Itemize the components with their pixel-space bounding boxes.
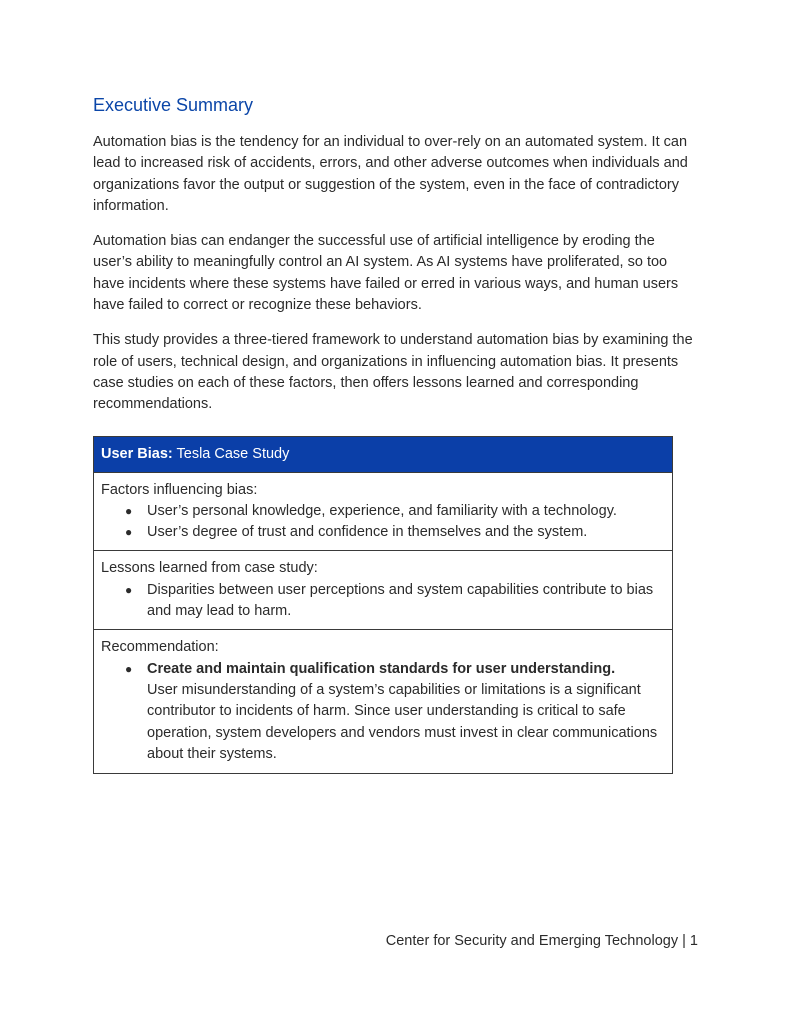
list-item — [101, 659, 665, 765]
paragraph-ai-risk: Automation bias can endanger the successful use of artificial intelligence by eroding the user’s ability to meaningfully control an AI system. As AI systems have proliferated, so too have incidents where these systems have failed or erred in various ways, and human users have failed to correct or recognize these behaviors. — [93, 233, 679, 314]
paragraph-study-overview: This study provides a three-tiered framework to understand automation bias by examining the role of users, technical design, and organizations in influencing automation bias. It presents case studies on each of these factors, then offers lessons learned and corresponding recommendations. — [93, 332, 693, 413]
footer-org: Center for Security and Emerging Technology — [385, 933, 679, 949]
lessons-label: Lessons learned from case study: — [101, 560, 318, 577]
page-content — [93, 92, 693, 774]
lessons-list — [101, 580, 665, 623]
case-study-title: Tesla Case Study — [176, 445, 290, 462]
list-item — [101, 522, 665, 543]
page-number: 1 — [689, 933, 698, 949]
paragraph-definition: Automation bias is the tendency for an individual to over-rely on an automated system. It can lead to increased risk of accidents, errors, and other adverse outcomes when individuals and organizations favor the output or suggestion of the system, even in the face of contradictory information. — [93, 134, 688, 214]
case-study-header — [94, 437, 672, 473]
factor-text: User’s degree of trust and confidence in themselves and the system. — [147, 524, 588, 541]
page-footer — [386, 931, 698, 952]
list-item — [101, 580, 665, 623]
bullet-icon: ● — [125, 503, 133, 518]
section-heading: Executive Summary — [93, 95, 254, 115]
list-item — [101, 501, 665, 522]
footer-separator: | — [682, 933, 686, 949]
bullet-icon: ● — [125, 661, 133, 676]
lessons-section — [94, 551, 672, 630]
factors-section — [94, 473, 672, 552]
recommendation-section — [94, 630, 672, 773]
recommendation-text: User misunderstanding of a system’s capabilities or limitations is a significant contributor to incidents of harm. Since user understanding is critical to safe operation, system developers and vendors must invest in clear communications about their systems. — [147, 681, 658, 762]
factor-text: User’s personal knowledge, experience, and familiarity with a technology. — [147, 502, 617, 519]
case-study-box — [93, 436, 673, 775]
factors-list — [101, 501, 665, 544]
factors-label: Factors influencing bias: — [101, 481, 258, 498]
lesson-text: Disparities between user perceptions and system capabilities contribute to bias and may lead to harm. — [147, 581, 654, 620]
recommendation-title: Create and maintain qualification standards for user understanding. — [147, 660, 616, 677]
bullet-icon: ● — [125, 582, 133, 597]
recommendation-list — [101, 659, 665, 765]
case-study-category: User Bias: — [101, 445, 173, 462]
recommendation-label: Recommendation: — [101, 639, 219, 656]
bullet-icon: ● — [125, 525, 133, 540]
